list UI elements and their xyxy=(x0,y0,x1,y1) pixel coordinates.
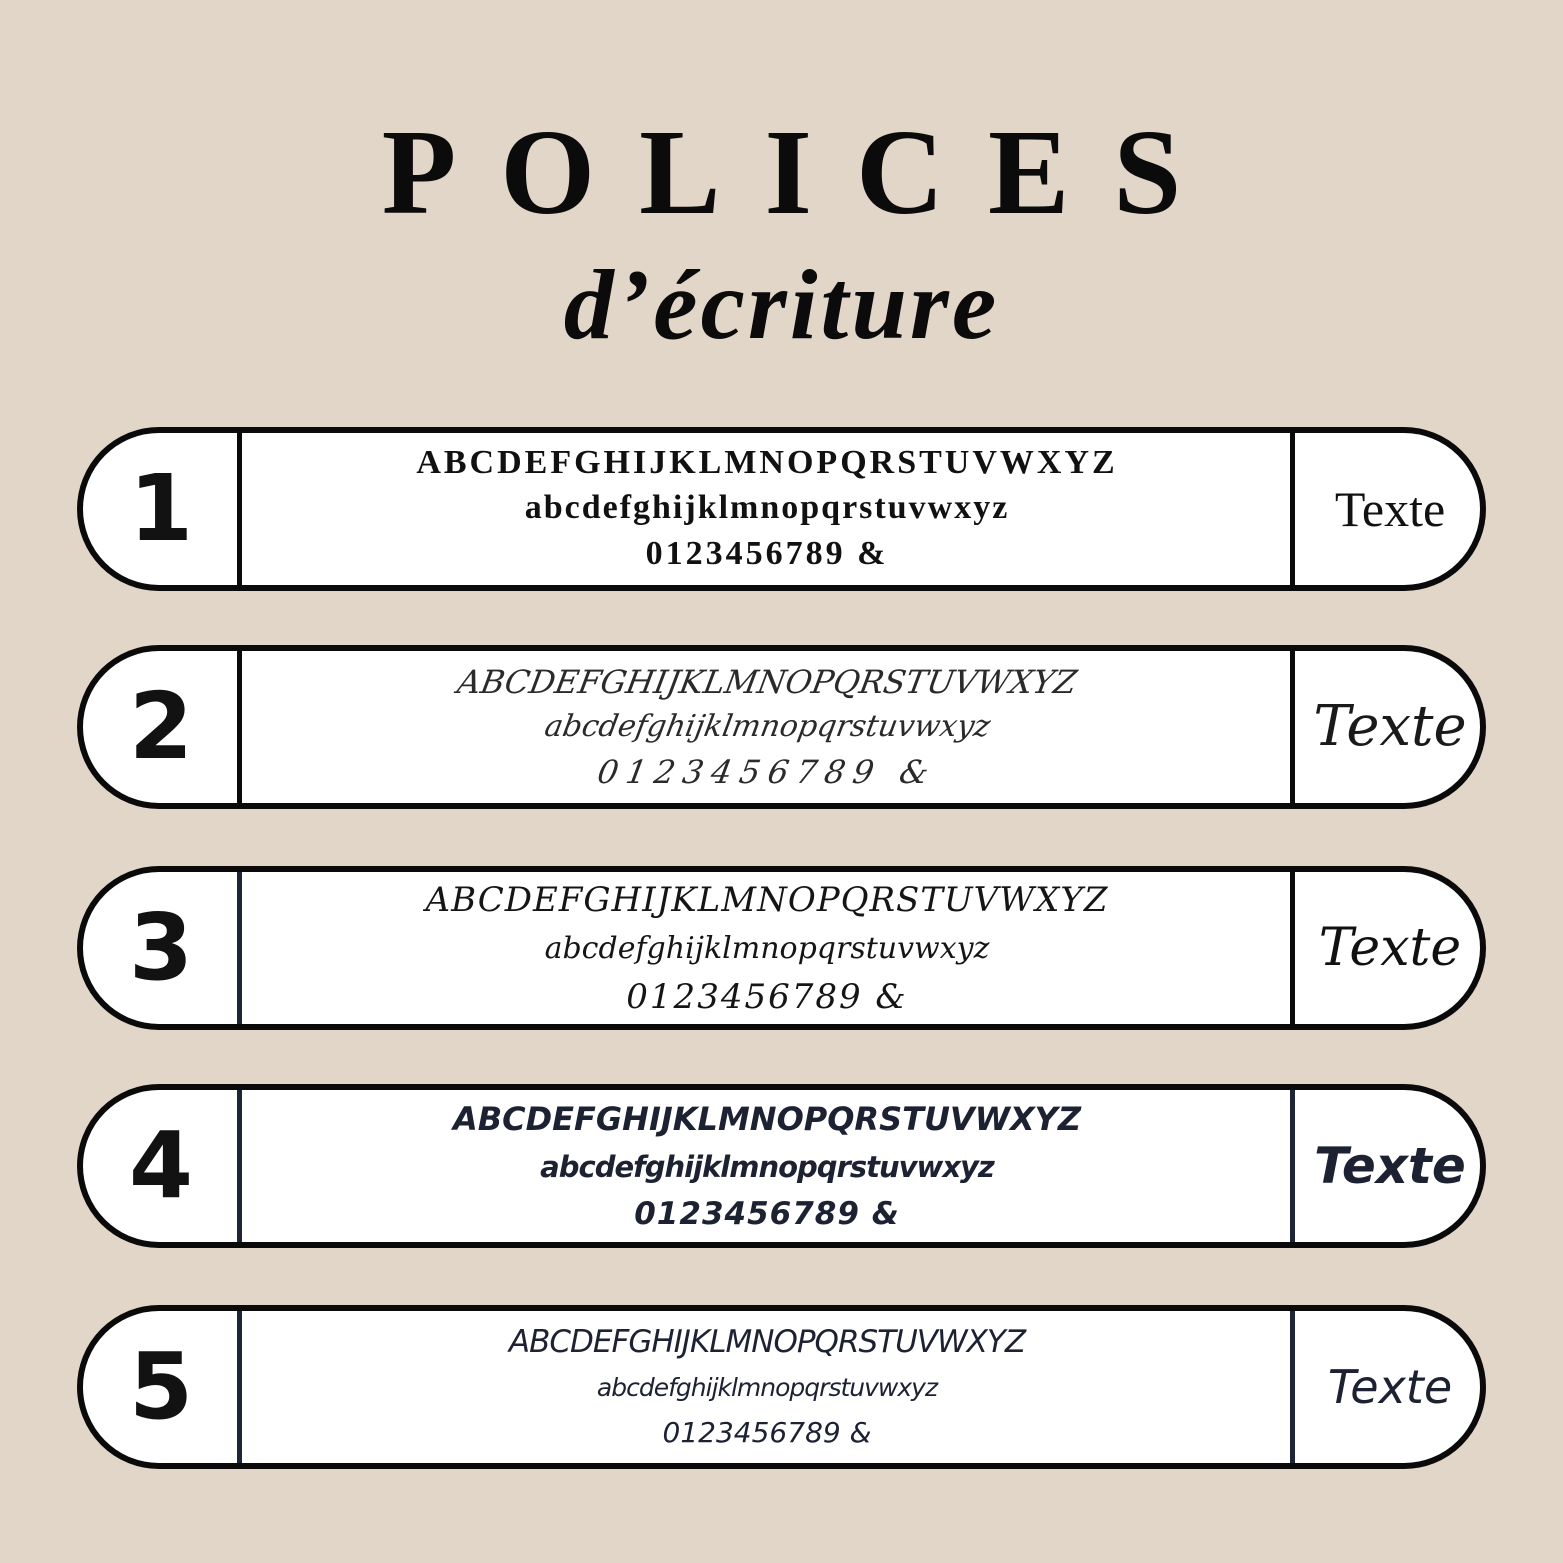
preview-text: Texte xyxy=(1313,694,1467,759)
page-subtitle: d’écriture xyxy=(563,249,1000,360)
preview-text: Texte xyxy=(1327,1360,1453,1414)
digits-sample: 0123456789 & xyxy=(662,1416,872,1449)
divider xyxy=(237,1311,242,1463)
lowercase-sample: abcdefghijklmnopqrstuvwxyz xyxy=(540,1150,994,1184)
divider xyxy=(1290,872,1295,1024)
digits-sample: 0123456789 & xyxy=(645,535,889,572)
uppercase-sample: ABCDEFGHIJKLMNOPQRSTUVWXYZ xyxy=(508,1324,1026,1360)
uppercase-sample: ABCDEFGHIJKLMNOPQRSTUVWXYZ xyxy=(416,444,1118,481)
divider xyxy=(237,433,242,585)
uppercase-sample: ABCDEFGHIJKLMNOPQRSTUVWXYZ xyxy=(454,663,1080,701)
page-title: POLICES xyxy=(381,105,1226,240)
digits-sample: 0123456789 & xyxy=(634,1196,900,1232)
uppercase-sample: ABCDEFGHIJKLMNOPQRSTUVWXYZ xyxy=(425,880,1109,920)
font-row-5[interactable] xyxy=(77,1305,1486,1469)
divider xyxy=(1290,651,1295,803)
font-sample xyxy=(247,872,1287,1024)
digits-sample: 0123456789 & xyxy=(626,977,908,1017)
font-number: 4 xyxy=(128,1112,193,1219)
divider xyxy=(1290,1311,1295,1463)
font-number: 2 xyxy=(128,673,193,780)
divider xyxy=(1290,1090,1295,1242)
lowercase-sample: abcdefghijklmnopqrstuvwxyz xyxy=(544,931,990,966)
font-number: 5 xyxy=(128,1333,193,1440)
font-row-3[interactable] xyxy=(77,866,1486,1030)
font-row-4[interactable] xyxy=(77,1084,1486,1248)
preview-text: Texte xyxy=(1334,481,1446,537)
divider xyxy=(237,872,242,1024)
font-sample xyxy=(247,1311,1287,1463)
font-sample xyxy=(247,651,1287,803)
font-row-2[interactable] xyxy=(77,645,1486,809)
lowercase-sample: abcdefghijklmnopqrstuvwxyz xyxy=(541,709,993,744)
lowercase-sample: abcdefghijklmnopqrstuvwxyz xyxy=(596,1373,938,1402)
preview-text: Texte xyxy=(1318,918,1462,978)
preview-text: Texte xyxy=(1314,1137,1466,1195)
lowercase-sample: abcdefghijklmnopqrstuvwxyz xyxy=(524,489,1010,526)
uppercase-sample: ABCDEFGHIJKLMNOPQRSTUVWXYZ xyxy=(452,1100,1082,1138)
digits-sample: 0123456789 & xyxy=(594,753,940,791)
font-sample xyxy=(247,1090,1287,1242)
divider xyxy=(237,1090,242,1242)
font-number: 1 xyxy=(128,455,193,562)
divider xyxy=(1290,433,1295,585)
font-number: 3 xyxy=(128,894,193,1001)
divider xyxy=(237,651,242,803)
font-row-1[interactable] xyxy=(77,427,1486,591)
font-sample xyxy=(247,433,1287,585)
